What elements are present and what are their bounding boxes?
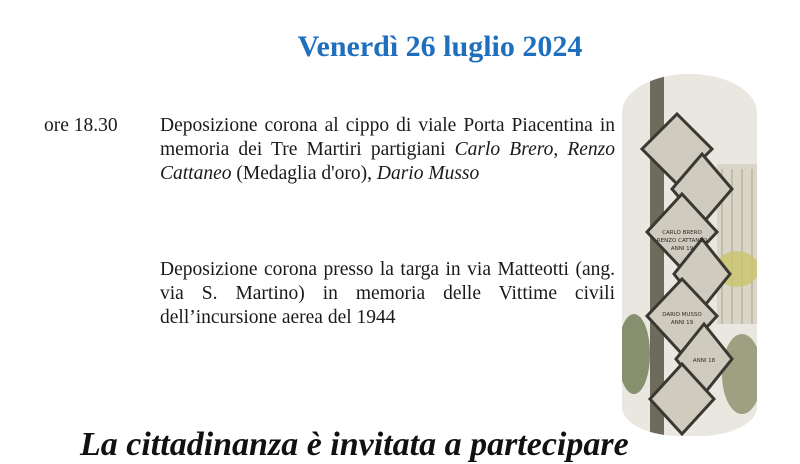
event-time: ore 18.30 bbox=[44, 115, 118, 136]
invitation-footer: La cittadinanza è invitata a partecipare bbox=[80, 426, 629, 463]
event-description-1 bbox=[160, 114, 615, 186]
plaque-text-3: ANNI 19 bbox=[670, 246, 694, 252]
martyr-name-1: Carlo Brero bbox=[454, 139, 554, 160]
plaque-text-5: ANNI 19 bbox=[670, 320, 694, 326]
event1-text-b: (Medaglia d'oro), bbox=[231, 163, 377, 184]
event1-text-a: Deposizione corona al cippo di viale Porta Piacentina in memoria dei Tre Martiri partigiani bbox=[160, 115, 615, 160]
event1-separator: , bbox=[553, 139, 568, 160]
event-date: Venerdì 26 luglio 2024 bbox=[297, 30, 583, 63]
plaque-text-1: CARLO BRERO bbox=[662, 230, 702, 236]
plaque-text-4: DARIO MUSSO bbox=[662, 312, 702, 318]
martyr-name-2: Renzo Cattaneo bbox=[160, 139, 615, 184]
memorial-photo bbox=[622, 74, 757, 436]
martyr-name-3: Dario Musso bbox=[376, 163, 480, 184]
plaque-text-6: ANNI 18 bbox=[692, 358, 716, 364]
plaque-text-2: RENZO CATTANEO bbox=[656, 238, 708, 244]
event-description-2: Deposizione corona presso la targa in via Matteotti (ang. via S. Martino) in memoria delle Vittime civili dell’incursione aerea del 1944 bbox=[160, 259, 615, 328]
memorial-photo-illustration bbox=[622, 74, 757, 436]
